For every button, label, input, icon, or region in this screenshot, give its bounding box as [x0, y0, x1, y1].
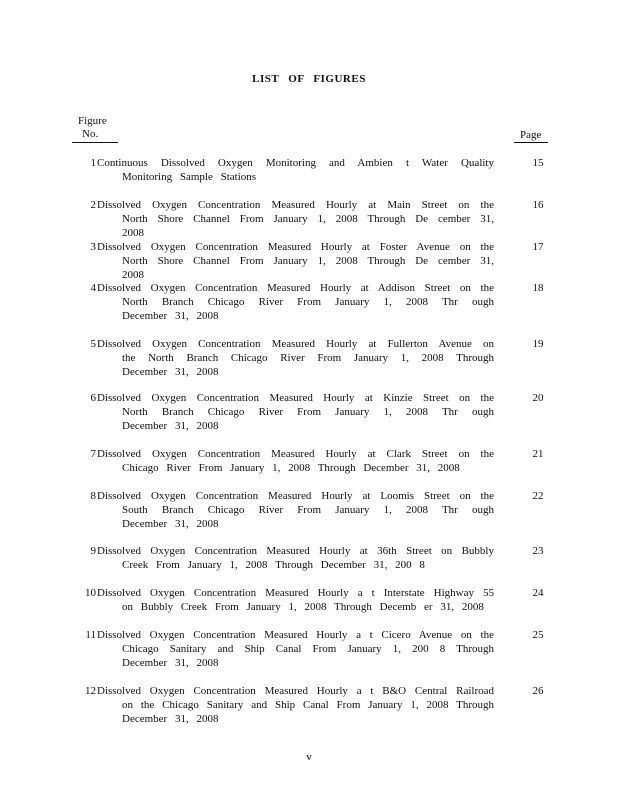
figure-caption-line: Continuous Dissolved Oxygen Monitoring and Ambien t Water Quality	[97, 157, 494, 169]
figure-number: 1	[90, 157, 96, 169]
figure-caption-line: December 31, 2008	[122, 518, 219, 530]
figure-caption	[97, 391, 494, 433]
page-number: 17	[532, 241, 544, 253]
figure-caption-line: December 31, 2008	[122, 366, 219, 378]
figure-caption-line: North Shore Channel From January 1, 2008 Through De cember 31, 2008	[122, 213, 494, 239]
figure-caption-line: Dissolved Oxygen Concentration Measured Hourly at Loomis Street on the	[97, 490, 494, 502]
figure-caption-line: Dissolved Oxygen Concentration Measured Hourly at Kinzie Street on the	[97, 392, 494, 404]
figure-number: 11	[85, 629, 96, 641]
figure-number: 4	[90, 282, 96, 294]
figure-caption-line: Dissolved Oxygen Concentration Measured Hourly at Clark Street on the	[97, 448, 494, 460]
page-number: 25	[532, 629, 544, 641]
figure-number: 9	[90, 545, 96, 557]
page-number: 23	[532, 545, 544, 557]
figure-caption	[97, 489, 494, 531]
figure-number: 7	[90, 448, 96, 460]
figure-caption-line: Chicago Sanitary and Ship Canal From January 1, 200 8 Through	[122, 643, 494, 655]
figure-number: 12	[85, 685, 96, 697]
page-number: 21	[532, 448, 544, 460]
figure-caption	[97, 240, 494, 282]
figure-caption-line: the North Branch Chicago River From January 1, 2008 Through	[122, 352, 494, 364]
figure-caption	[97, 447, 494, 475]
figure-caption-line: Chicago River From January 1, 2008 Through December 31, 2008	[122, 462, 460, 474]
figure-caption-line: North Branch Chicago River From January 1, 2008 Thr ough	[122, 406, 494, 418]
page-title: LIST OF FIGURES	[252, 73, 366, 85]
figure-number: 8	[90, 490, 96, 502]
figure-caption-line: on the Chicago Sanitary and Ship Canal From January 1, 2008 Through	[122, 699, 494, 711]
figure-number-column-header	[72, 115, 118, 141]
figure-caption-line: Dissolved Oxygen Concentration Measured Hourly at Foster Avenue on the	[97, 241, 494, 253]
figure-caption-line: North Shore Channel From January 1, 2008 Through De cember 31, 2008	[122, 255, 494, 281]
figure-caption-line: on Bubbly Creek From January 1, 2008 Through Decemb er 31, 2008	[122, 601, 484, 613]
figure-caption-line: Dissolved Oxygen Concentration Measured Hourly a t Cicero Avenue on the	[97, 629, 494, 641]
figure-caption-line: Creek From January 1, 2008 Through December 31, 200 8	[122, 559, 425, 571]
page-header-underline	[514, 142, 548, 143]
page-number: 15	[532, 157, 544, 169]
figure-number: 10	[85, 587, 96, 599]
figure-caption-line: December 31, 2008	[122, 420, 219, 432]
page-number: 20	[532, 392, 544, 404]
figure-caption	[97, 156, 494, 184]
figure-caption	[97, 281, 494, 323]
page-number: 26	[532, 685, 544, 697]
figure-caption-line: Dissolved Oxygen Concentration Measured Hourly a t Interstate Highway 55	[97, 587, 494, 599]
page-number: 22	[532, 490, 544, 502]
figure-header-underline	[72, 142, 118, 143]
figure-caption-line: Dissolved Oxygen Concentration Measured Hourly at Addison Street on the	[97, 282, 494, 294]
page-column-header: Page	[520, 129, 542, 141]
page-number: 18	[532, 282, 544, 294]
figure-caption-line: December 31, 2008	[122, 713, 219, 725]
figure-number: 5	[90, 338, 96, 350]
figure-caption-line: North Branch Chicago River From January 1, 2008 Thr ough	[122, 296, 494, 308]
figure-header-line2: No.	[82, 128, 99, 140]
figure-caption-line: December 31, 2008	[122, 657, 219, 669]
figure-caption-line: Dissolved Oxygen Concentration Measured Hourly at Fullerton Avenue on	[97, 338, 494, 350]
figure-caption	[97, 198, 494, 240]
figure-caption	[97, 337, 494, 379]
figure-caption-line: Dissolved Oxygen Concentration Measured Hourly a t B&O Central Railroad	[97, 685, 494, 697]
figure-caption-line: Monitoring Sample Stations	[122, 171, 257, 183]
figure-caption	[97, 544, 494, 572]
figure-number: 3	[90, 241, 96, 253]
page-number-footer: v	[306, 751, 312, 763]
figure-caption-line: Dissolved Oxygen Concentration Measured Hourly at Main Street on the	[97, 199, 494, 211]
figure-caption	[97, 586, 494, 614]
figure-caption	[97, 684, 494, 726]
figure-caption	[97, 628, 494, 670]
figure-number: 2	[90, 199, 96, 211]
figure-caption-line: December 31, 2008	[122, 310, 219, 322]
figure-caption-line: South Branch Chicago River From January 1, 2008 Thr ough	[122, 504, 494, 516]
figure-caption-line: Dissolved Oxygen Concentration Measured Hourly at 36th Street on Bubbly	[97, 545, 494, 557]
page-number: 16	[532, 199, 544, 211]
figure-header-line1: Figure	[78, 115, 107, 127]
page-number: 24	[532, 587, 544, 599]
figure-number: 6	[90, 392, 96, 404]
page-number: 19	[532, 338, 544, 350]
